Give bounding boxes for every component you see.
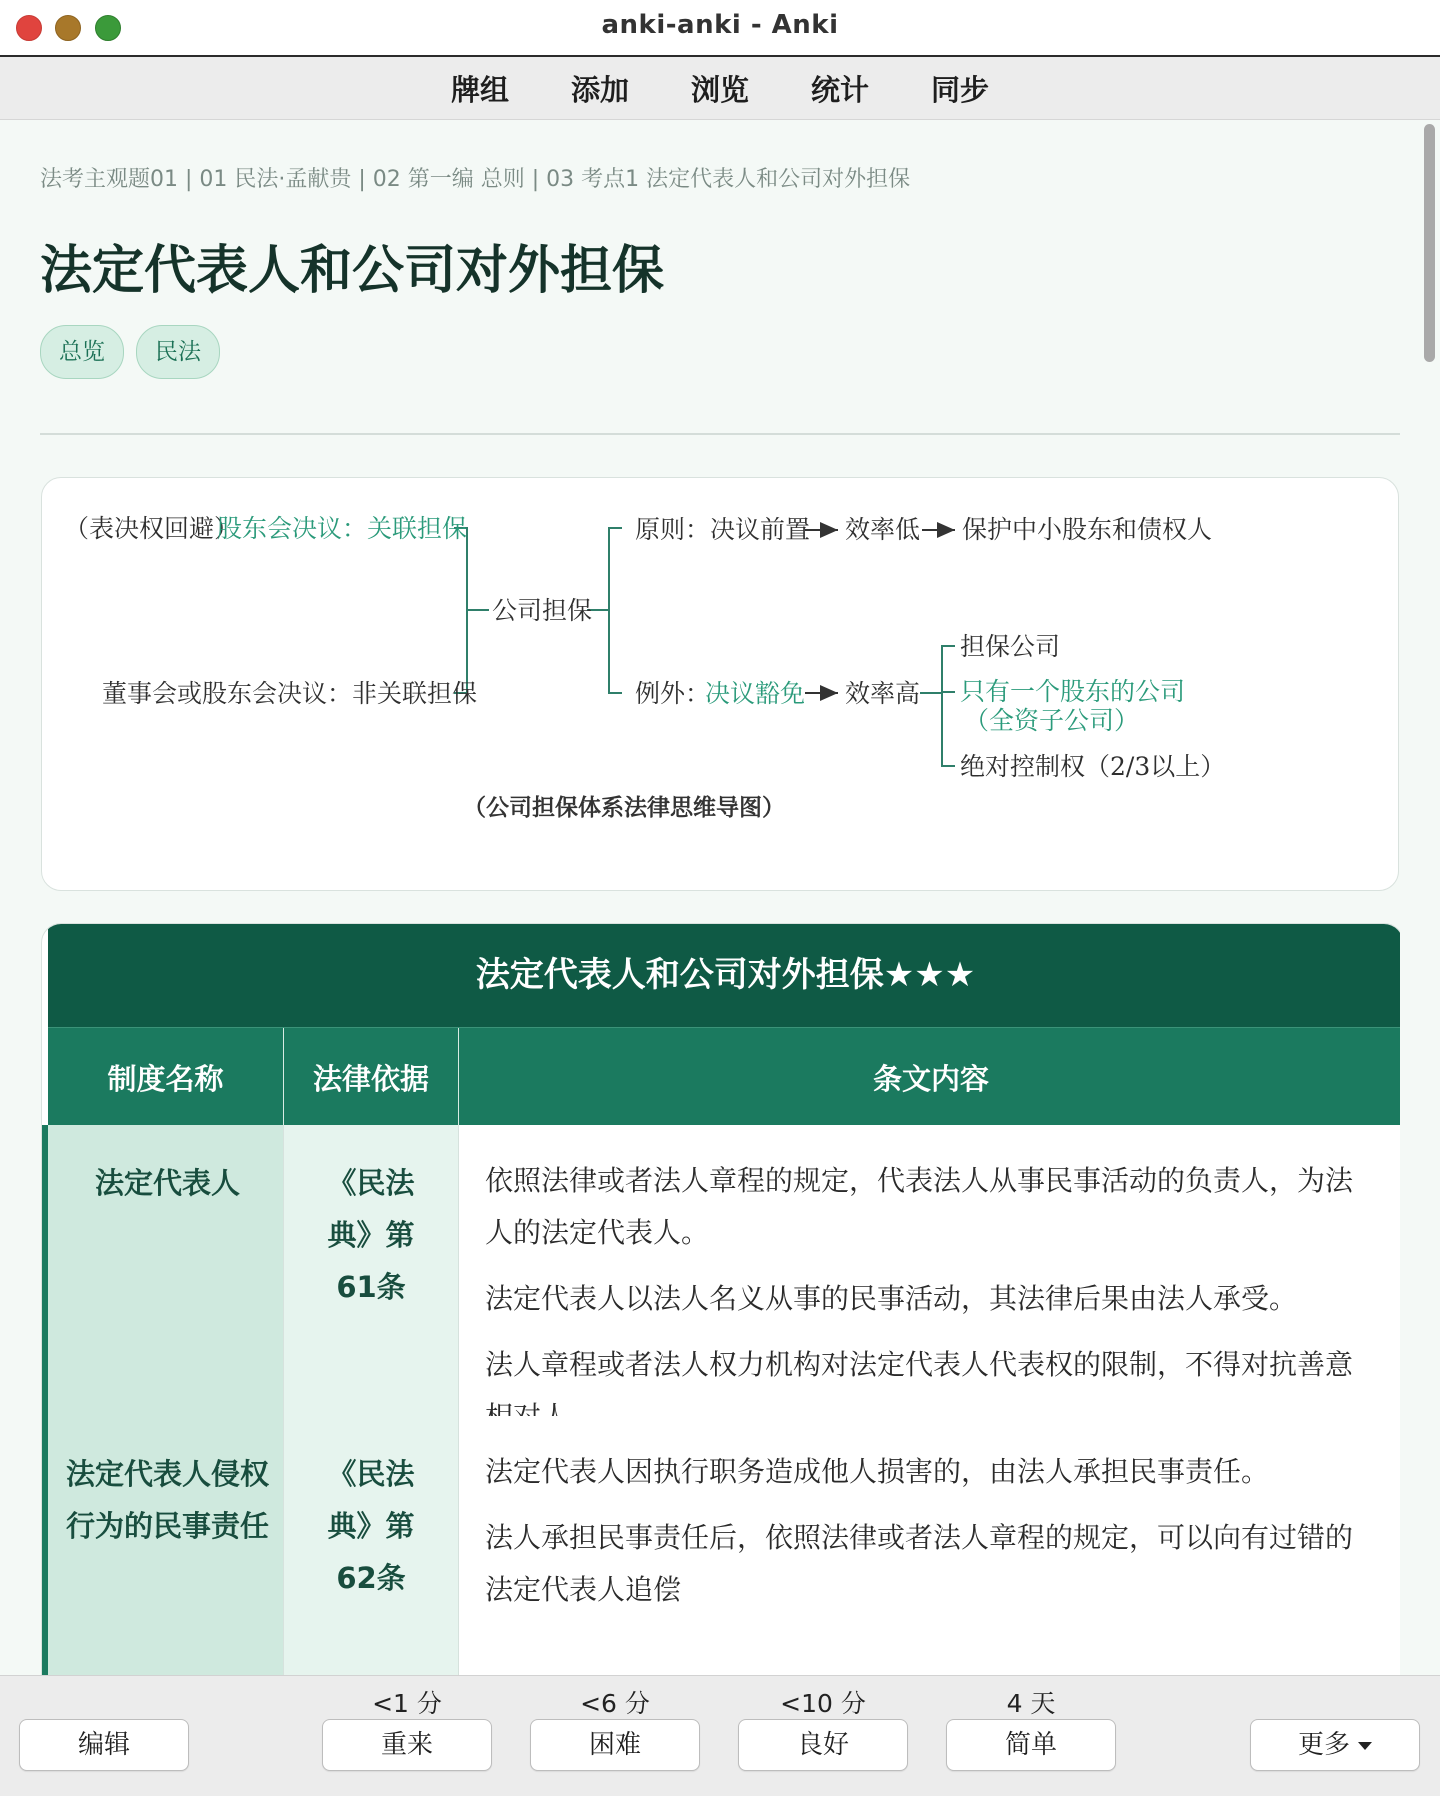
table-title: 法定代表人和公司对外担保★★★: [48, 924, 1400, 1027]
tag-civil-law[interactable]: 民法: [136, 325, 220, 379]
fig-node-wholly-owned: （全资子公司）: [964, 706, 1140, 735]
toolbar-stats[interactable]: 统计: [811, 72, 870, 107]
fig-node-absolute-control: 绝对控制权（2/3以上）: [960, 752, 1226, 781]
tag-list: [40, 325, 220, 379]
toolbar-browse[interactable]: 浏览: [690, 72, 749, 107]
title-bar: [0, 0, 1440, 57]
row-name-cell: 法定代表人侵权行为的民事责任: [48, 1416, 284, 1675]
column-header-name: 制度名称: [48, 1028, 284, 1126]
row-content-cell: [459, 1416, 1400, 1675]
toolbar-add[interactable]: 添加: [570, 72, 629, 107]
clause-paragraph: 法人承担民事责任后，依照法律或者法人章程的规定，可以向有过错的法定代表人追偿: [485, 1521, 1354, 1606]
clause-paragraph: 法人章程或者法人权力机构对法定代表人代表权的限制，不得对抗善意: [485, 1348, 1354, 1381]
fig-node-rule: 原则：决议前置: [635, 515, 811, 544]
table-header-row: [48, 1027, 1400, 1126]
tag-overview[interactable]: 总览: [40, 325, 124, 379]
fig-node-related-guarantee: 股东会决议：关联担保: [217, 514, 468, 543]
fig-node-company-guarantee: 公司担保: [492, 596, 593, 625]
fig-node-exception: 例外：: [635, 679, 711, 708]
chevron-down-icon: [1358, 1742, 1372, 1750]
law-table: [41, 923, 1400, 1675]
more-button[interactable]: [1250, 1719, 1420, 1771]
table-row: [48, 1416, 1400, 1675]
clause-paragraph: 依照法律或者法人章程的规定，代表法人从事民事活动的负责人，为法人的法定代表人。: [485, 1164, 1354, 1249]
fig-node-unrelated-guarantee: 董事会或股东会决议：非关联担保: [102, 679, 478, 708]
interval-again: <1 分: [372, 1689, 442, 1718]
card-content: [40, 120, 1400, 1675]
clause-paragraph: 法定代表人因执行职务造成他人损害的，由法人承担民事责任。: [485, 1455, 1270, 1488]
good-button[interactable]: 良好: [738, 1719, 908, 1771]
mind-map-diagram: [42, 478, 1398, 890]
fig-node-single-shareholder: 只有一个股东的公司: [960, 677, 1186, 706]
fig-node-exemption: 决议豁免: [705, 679, 806, 708]
fig-node-protect-shareholders: 保护中小股东和债权人: [962, 515, 1213, 544]
figure-caption: （公司担保体系法律思维导图）: [463, 795, 785, 821]
interval-easy: 4 天: [1006, 1689, 1056, 1718]
divider: [40, 433, 1400, 435]
fig-node-high-efficiency: 效率高: [845, 679, 921, 708]
fig-node-related-prefix: （表决权回避）: [64, 514, 240, 543]
scrollbar-thumb[interactable]: [1424, 124, 1435, 362]
row-content-cell: [459, 1125, 1400, 1416]
interval-good: <10 分: [780, 1689, 866, 1718]
again-button[interactable]: 重来: [322, 1719, 492, 1771]
row-name-cell: 法定代表人: [48, 1125, 284, 1416]
row-basis-cell: 《民法典》第61条: [284, 1125, 459, 1416]
main-toolbar: [0, 57, 1440, 120]
interval-hard: <6 分: [580, 1689, 650, 1718]
edit-button[interactable]: 编辑: [19, 1719, 189, 1771]
window-title: anki-anki - Anki: [601, 10, 839, 40]
column-header-basis: 法律依据: [284, 1028, 459, 1126]
toolbar-sync[interactable]: 同步: [931, 72, 990, 107]
clause-paragraph: 法定代表人以法人名义从事的民事活动，其法律后果由法人承受。: [485, 1282, 1298, 1315]
mind-map-figure: [41, 477, 1399, 891]
fig-node-low-efficiency: 效率低: [845, 515, 921, 544]
answer-bar: [0, 1675, 1440, 1796]
more-button-label: 更多: [1297, 1730, 1350, 1760]
hard-button[interactable]: 困难: [530, 1719, 700, 1771]
column-header-content: 条文内容: [872, 1061, 989, 1096]
breadcrumb: 法考主观题01 | 01 民法·孟献贵 | 02 第一编 总则 | 03 考点1 法定代表人和公司对外担保: [40, 167, 911, 192]
easy-button[interactable]: 简单: [946, 1719, 1116, 1771]
card-title: 法定代表人和公司对外担保: [40, 241, 665, 301]
fig-node-guarantee-company: 担保公司: [960, 632, 1061, 661]
row-basis-cell: 《民法典》第62条: [284, 1416, 459, 1675]
toolbar-decks[interactable]: 牌组: [450, 72, 509, 107]
table-row: [48, 1125, 1400, 1417]
